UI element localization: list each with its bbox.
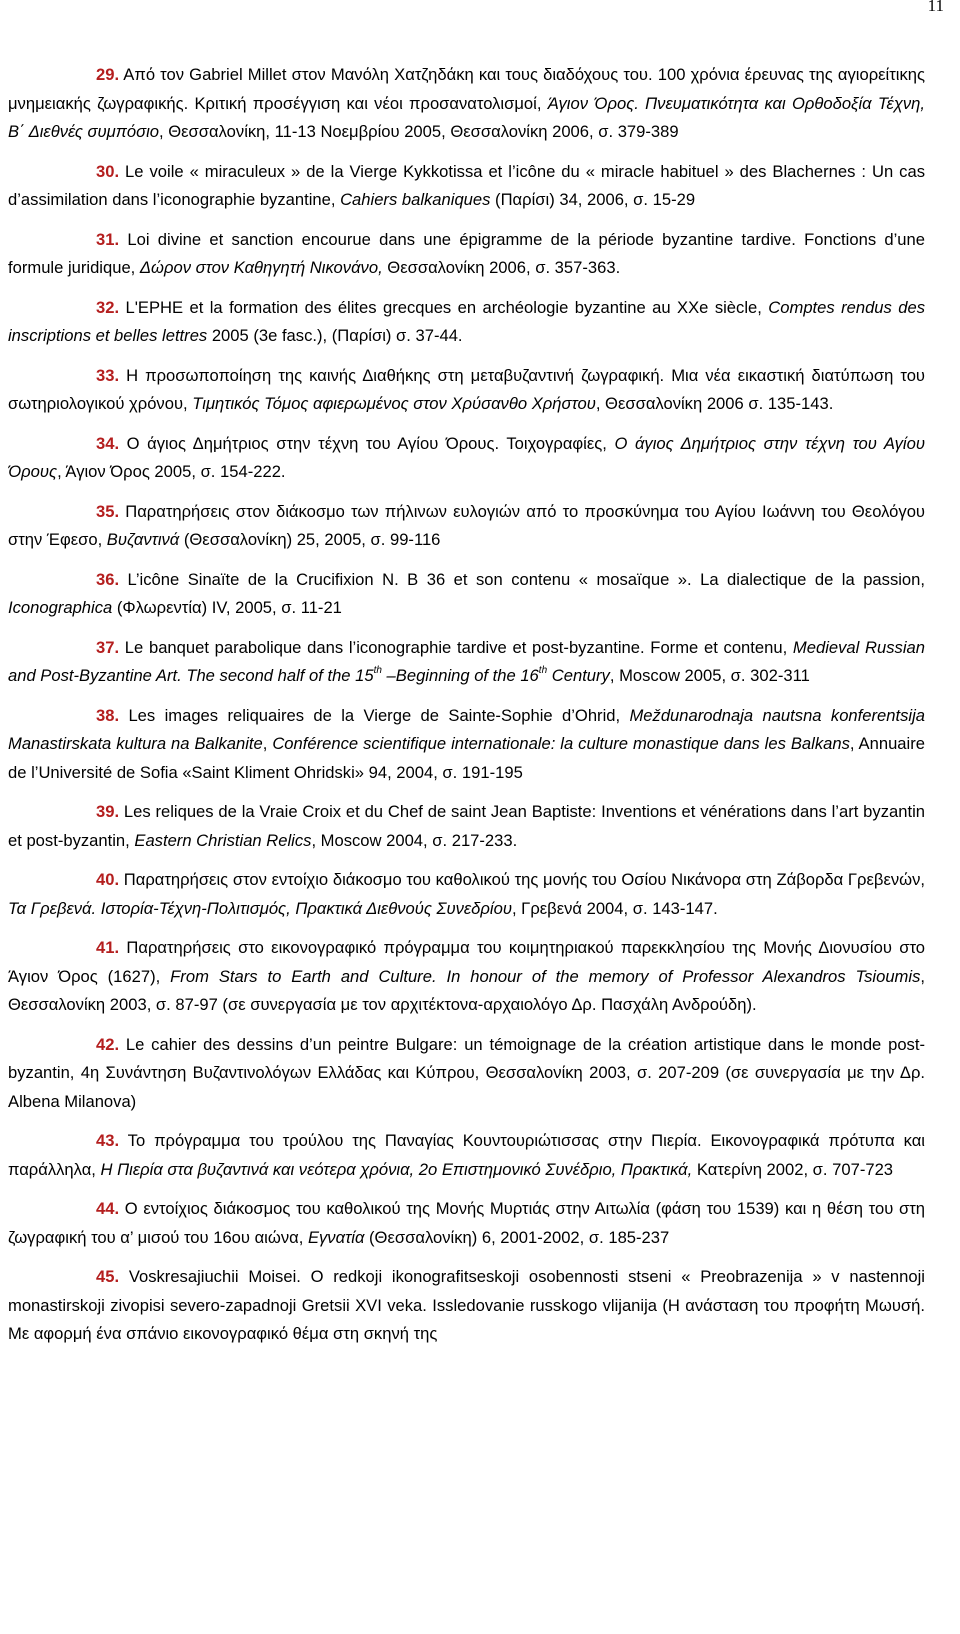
italic-title: Eastern Christian Relics bbox=[134, 830, 312, 850]
entry-number: 30. bbox=[96, 161, 120, 181]
entry-number: 38. bbox=[96, 705, 120, 725]
bibliography-entry bbox=[8, 1031, 925, 1117]
entry-text: Κατερίνη 2002, σ. 707-723 bbox=[692, 1159, 894, 1179]
entry-text: , Θεσσαλονίκη 2003, σ. 87-97 (σε συνεργασία με τον αρχιτέκτονα-αρχαιολόγο Δρ. Πασχάλη Ανδρούδη). bbox=[8, 966, 925, 1014]
entry-text: (Θεσσαλονίκη) 6, 2001-2002, σ. 185-237 bbox=[364, 1227, 670, 1247]
italic-title: Cahiers balkaniques bbox=[340, 190, 491, 209]
entry-text: (Παρίσι) 34, 2006, σ. 15-29 bbox=[490, 190, 696, 209]
superscript-text: th bbox=[373, 665, 382, 677]
entry-text: Από τον Gabriel Millet στον Μανόλη Χατζηδάκη και τους διαδόχους του. 100 χρόνια έρευνας της αγιορείτικης μνημειακής ζωγραφικής. Κριτική προσέγγιση και νέοι προσανατολισμοί, bbox=[8, 65, 925, 113]
entry-number: 33. bbox=[96, 365, 120, 385]
entry-text: 2005 (3e fasc.), (Παρίσι) σ. 37-44. bbox=[207, 326, 463, 345]
bibliography-entry bbox=[8, 702, 925, 788]
entry-text: Το πρόγραμμα του τρούλου της Παναγίας Κουντουριώτισσας στην Πιερία. Εικονογραφικά πρότυπα και παράλληλα, bbox=[8, 1131, 925, 1179]
entry-number: 34. bbox=[96, 433, 120, 453]
entry-text: , bbox=[262, 734, 273, 753]
bibliography-entry bbox=[8, 498, 925, 555]
italic-title: Century bbox=[547, 666, 610, 685]
entry-text: , Γρεβενά 2004, σ. 143-147. bbox=[511, 898, 718, 918]
italic-title: Medieval Russian and Post-Byzantine Art. The second half of the 15 bbox=[8, 637, 926, 685]
bibliography-entry bbox=[8, 294, 925, 351]
entry-text: (Θεσσαλονίκη) 25, 2005, σ. 99-116 bbox=[179, 530, 441, 549]
bibliography-list bbox=[8, 61, 925, 1360]
entry-text: Loi divine et sanction encourue dans une épigramme de la période byzantine tardive. Fonctions d’une formule juridique, bbox=[8, 229, 925, 277]
entry-text: (Φλωρεντία) IV, 2005, σ. 11-21 bbox=[112, 598, 342, 617]
entry-text: L'EPHE et la formation des élites grecques en archéologie byzantine au XXe siècle, bbox=[119, 297, 769, 317]
italic-title: Άγιον Όρος. Πνευματικότητα και Ορθοδοξία Τέχνη, Β΄ Διεθνές συμπόσιο bbox=[8, 93, 925, 141]
entry-number: 37. bbox=[96, 637, 120, 657]
entry-number: 44. bbox=[96, 1199, 120, 1218]
entry-text: Voskresajiuchii Moisei. O redkoji ikonografitseskoji osobennosti stseni « Preobrazenija » v nastennoji monastirskoji zivopisi severo-zapadnoji Gretsii XVI veka. Issledovanie russkogo vlijanija (Η ανάσταση του προφήτη Μωυσή. Με αφορμή ένα σπάνιο εικονογραφικό θέμα στη σκηνή της bbox=[8, 1267, 925, 1343]
entry-text: , Moscow 2004, σ. 217-233. bbox=[311, 830, 518, 850]
entry-number: 45. bbox=[96, 1267, 120, 1286]
bibliography-entry bbox=[8, 430, 925, 487]
italic-title: Comptes rendus des inscriptions et belles lettres bbox=[8, 297, 925, 345]
entry-text: Le banquet parabolique dans l’iconographie tardive et post-byzantine. Forme et contenu, bbox=[119, 637, 793, 657]
entry-text: , Θεσσαλονίκη 2006 σ. 135-143. bbox=[595, 394, 834, 413]
bibliography-entry bbox=[8, 1127, 925, 1184]
entry-text: Les reliques de la Vraie Croix et du Chef de saint Jean Baptiste: Inventions et vénérations dans l’art byzantin et post-byzantin, bbox=[8, 802, 925, 850]
entry-number: 40. bbox=[96, 870, 120, 889]
entry-text: Παρατηρήσεις στον εντοίχιο διάκοσμο του καθολικού της μονής του Οσίου Νικάνορα στη Ζάβορδα Γρεβενών, bbox=[119, 870, 925, 889]
entry-text: Παρατηρήσεις στο εικονογραφικό πρόγραμμα του κοιμητηριακού παρεκκλησίου της Μονής Διονυσίου στο Άγιον Όρος (1627), bbox=[8, 938, 925, 986]
bibliography-entry bbox=[8, 362, 925, 419]
entry-number: 31. bbox=[96, 229, 120, 249]
italic-title: Εγνατία bbox=[307, 1227, 365, 1247]
bibliography-entry bbox=[8, 798, 925, 855]
entry-number: 41. bbox=[96, 938, 120, 957]
entry-text: , Άγιον Όρος 2005, σ. 154-222. bbox=[57, 462, 286, 481]
bibliography-entry bbox=[8, 1263, 925, 1349]
italic-title: Τιμητικός Τόμος αφιερωμένος στον Χρύσανθο Χρήστου bbox=[192, 394, 596, 413]
entry-text: , Θεσσαλονίκη, 11-13 Νοεμβρίου 2005, Θεσσαλονίκη 2006, σ. 379-389 bbox=[159, 122, 679, 141]
bibliography-entry bbox=[8, 866, 925, 923]
entry-number: 43. bbox=[96, 1131, 120, 1150]
entry-text: Le voile « miraculeux » de la Vierge Kykkotissa et l’icône du « miracle habituel » des Blachernes : Un cas d’assimilation dans l’iconographie byzantine, bbox=[8, 161, 925, 209]
italic-title: Η Πιερία στα βυζαντινά και νεότερα χρόνια, 2ο Επιστημονικό Συνέδριο, Πρακτικά, bbox=[100, 1159, 693, 1179]
entry-number: 39. bbox=[96, 802, 120, 821]
italic-title: Conférence scientifique internationale: la culture monastique dans les Balkans bbox=[272, 734, 850, 753]
bibliography-entry bbox=[8, 1195, 925, 1252]
entry-number: 32. bbox=[96, 297, 120, 317]
bibliography-entry bbox=[8, 634, 925, 691]
italic-title: Meždunarodnaja nautsna konferentsija Manastirskata kultura na Balkanite bbox=[8, 705, 925, 753]
entry-text: L’icône Sinaïte de la Crucifixion N. B 36 et son contenu « mosaïque ». La dialectique de la passion, bbox=[119, 569, 925, 589]
entry-text: Η προσωποποίηση της καινής Διαθήκης στη μεταβυζαντινή ζωγραφική. Μια νέα εικαστική διατύπωση του σωτηριολογικού χρόνου, bbox=[8, 365, 925, 413]
entry-text: , Annuaire de l’Université de Sofia «Saint Kliment Ohridski» 94, 2004, σ. 191-195 bbox=[8, 734, 925, 782]
italic-title: –Beginning of the 16 bbox=[381, 666, 539, 685]
entry-text: Θεσσαλονίκη 2006, σ. 357-363. bbox=[382, 258, 621, 277]
bibliography-entry bbox=[8, 934, 925, 1020]
superscript-text: th bbox=[538, 665, 548, 677]
page-number: 11 bbox=[927, 0, 944, 15]
italic-title: From Stars to Earth and Culture. In honour of the memory of Professor Alexandros Tsioumis bbox=[170, 966, 921, 986]
italic-title: Δώρον στον Καθηγητή Νικονάνο, bbox=[139, 258, 383, 277]
bibliography-entry bbox=[8, 158, 925, 215]
entry-text: Ο άγιος Δημήτριος στην τέχνη του Αγίου Όρους. Τοιχογραφίες, bbox=[119, 433, 615, 453]
bibliography-entry bbox=[8, 61, 925, 147]
entry-number: 42. bbox=[96, 1034, 120, 1054]
italic-title: Iconographica bbox=[8, 598, 113, 617]
entry-number: 29. bbox=[96, 65, 120, 84]
entry-text: Ο εντοίχιος διάκοσμος του καθολικού της Μονής Μυρτιάς στην Αιτωλία (φάση του 1539) και η θέση του στη ζωγραφική του α’ μισού του 16ου αιώνα, bbox=[8, 1199, 925, 1247]
bibliography-entry bbox=[8, 566, 925, 623]
entry-number: 35. bbox=[96, 501, 120, 521]
italic-title: Ο άγιος Δημήτριος στην τέχνη του Αγίου Όρους bbox=[8, 433, 925, 481]
entry-text: Les images reliquaires de la Vierge de Sainte-Sophie d’Ohrid, bbox=[119, 705, 630, 725]
italic-title: Τα Γρεβενά. Ιστορία-Τέχνη-Πολιτισμός, Πρακτικά Διεθνούς Συνεδρίου bbox=[8, 898, 512, 918]
italic-title: Βυζαντινά bbox=[106, 530, 180, 549]
entry-number: 36. bbox=[96, 569, 120, 589]
bibliography-entry bbox=[8, 226, 925, 283]
entry-text: Παρατηρήσεις στον διάκοσμο των πήλινων ευλογιών από το προσκύνημα του Αγίου Ιωάννη του Θεολόγου στην Έφεσο, bbox=[8, 501, 925, 549]
entry-text: Le cahier des dessins d’un peintre Bulgare: un témoignage de la création artistique dans le monde post-byzantin, 4η Συνάντηση Βυζαντινολόγων Ελλάδας και Κύπρου, Θεσσαλονίκη 2003, σ. 207-209 (σε συνεργασία με την Δρ. Albena Milanova) bbox=[8, 1034, 925, 1111]
entry-text: , Moscow 2005, σ. 302-311 bbox=[609, 666, 810, 685]
